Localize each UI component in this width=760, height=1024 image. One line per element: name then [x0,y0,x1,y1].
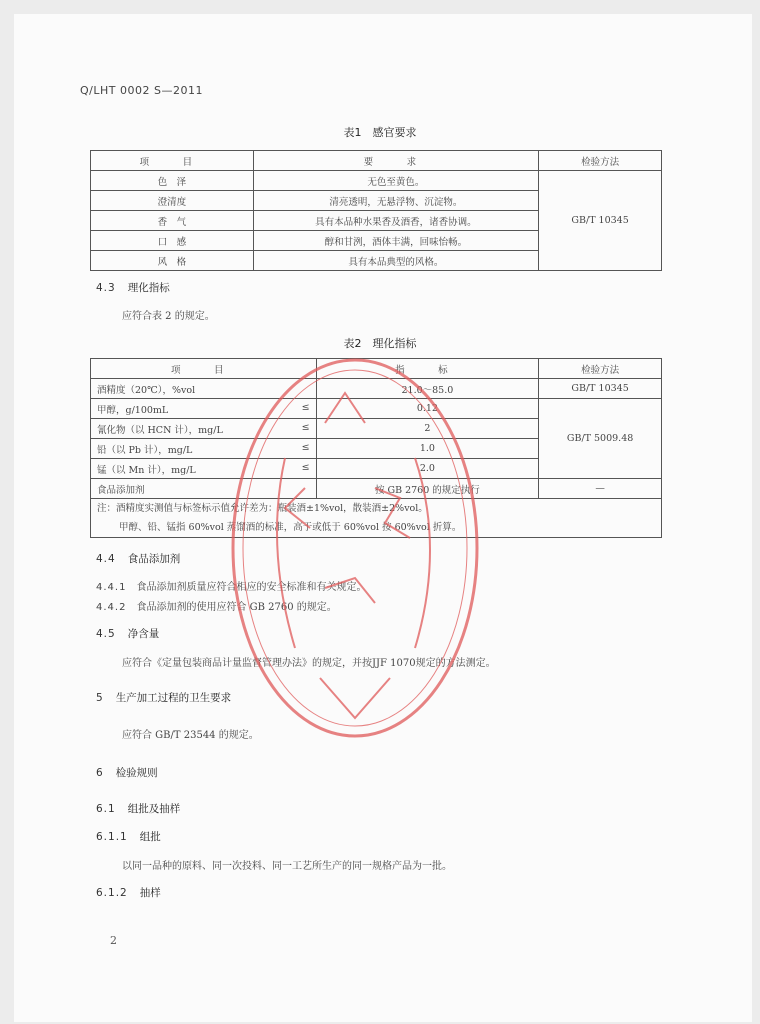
header-cell: 项 目 [91,359,317,379]
requirement-cell: 无色至黄色。 [253,171,539,191]
item-label: 锰（以 Mn 计），mg/L [97,464,196,476]
value-cell: 2 [316,419,539,439]
method-cell: GB/T 10345 [539,379,662,399]
section-number: 4.5 [96,628,116,640]
note-line-1: 注：酒精度实测值与标签标示值允许差为：瓶装酒±1%vol，散装酒±2%vol。 [97,503,428,514]
table-row [91,171,662,191]
section-number: 4.3 [96,282,116,294]
section-6-heading [96,765,158,780]
section-4-5-heading [96,626,159,641]
requirement-cell: 具有本品典型的风格。 [253,251,539,271]
section-6-1-2-heading [96,885,161,900]
le-symbol: ≤ [301,401,310,413]
standard-number: Q/LHT 0002 S—2011 [80,84,203,97]
requirement-cell: 清亮透明，无悬浮物、沉淀物。 [253,191,539,211]
note-line-2: 甲醇、铅、锰指 60%vol 蒸馏酒的标准，高于或低于 60%vol 按 60%vol 折算。 [119,522,462,533]
section-4-3-text: 应符合表 2 的规定。 [122,311,215,322]
section-number: 5 [96,692,104,704]
clause-number: 4.4.1 [96,582,127,593]
value-cell: 0.12 [316,399,539,419]
table1-caption: 表1 感官要求 [343,126,417,139]
section-number: 6.1 [96,803,116,815]
clause-text: 食品添加剂的使用应符合 GB 2760 的规定。 [136,602,337,613]
section-title: 理化指标 [127,282,170,294]
clause-text: 食品添加剂质量应符合相应的安全标准和有关规定。 [136,582,367,593]
section-title: 检验规则 [115,767,158,779]
section-title: 组批 [139,831,161,843]
method-cell: GB/T 5009.48 [539,399,662,479]
section-number: 4.4 [96,553,116,565]
le-symbol: ≤ [301,441,310,453]
item-cell: 食品添加剂 [91,479,317,499]
item-cell: 风 格 [91,251,254,271]
section-number: 6.1.1 [96,831,128,843]
section-6-1-1-heading [96,829,161,844]
item-cell: 香 气 [91,211,254,231]
section-4-4-heading [96,551,180,566]
table2-caption: 表2 理化指标 [343,337,417,350]
section-4-3-heading [96,280,170,295]
company-seal-icon [225,348,515,758]
page-number: 2 [110,934,117,947]
value-cell: 21.0～85.0 [316,379,539,399]
header-cell: 检验方法 [539,359,662,379]
header-cell: 要 求 [253,151,539,171]
item-label: 甲醇，g/100mL [97,404,169,416]
le-symbol: ≤ [301,421,310,433]
requirement-cell: 醇和甘洌，酒体丰满，回味怡畅。 [253,231,539,251]
requirement-cell: 具有本品种水果香及酒香，诸香协调。 [253,211,539,231]
item-label: 铅（以 Pb 计），mg/L [97,444,193,456]
section-4-5-text: 应符合《定量包装商品计量监督管理办法》的规定，并按JJF 1070规定的方法测定。 [122,658,496,669]
clause-number: 4.4.2 [96,602,127,613]
section-title: 组批及抽样 [127,803,181,815]
table1-sensory [90,150,662,271]
section-title: 净含量 [127,628,160,640]
section-title: 生产加工过程的卫生要求 [115,692,232,704]
value-cell: 1.0 [316,439,539,459]
item-cell: 澄清度 [91,191,254,211]
item-cell: 酒精度（20℃），%vol [91,379,317,399]
table-header-row [91,151,662,171]
method-cell: GB/T 10345 [539,171,662,271]
section-6-1-1-text: 以同一品种的原料、同一次投料、同一工艺所生产的同一规格产品为一批。 [122,861,452,872]
section-6-1-heading [96,801,180,816]
section-5-text: 应符合 GB/T 23544 的规定。 [122,730,259,741]
section-5-heading [96,690,231,705]
header-cell: 指 标 [316,359,539,379]
item-cell: 口 感 [91,231,254,251]
header-cell: 检验方法 [539,151,662,171]
item-cell: 色 泽 [91,171,254,191]
section-title: 食品添加剂 [127,553,181,565]
value-cell: 按 GB 2760 的规定执行 [316,479,539,499]
le-symbol: ≤ [301,461,310,473]
section-number: 6.1.2 [96,887,128,899]
section-number: 6 [96,767,104,779]
header-cell: 项 目 [91,151,254,171]
method-cell: — [539,479,662,499]
section-title: 抽样 [139,887,161,899]
value-cell: 2.0 [316,459,539,479]
item-label: 氰化物（以 HCN 计），mg/L [97,424,223,436]
